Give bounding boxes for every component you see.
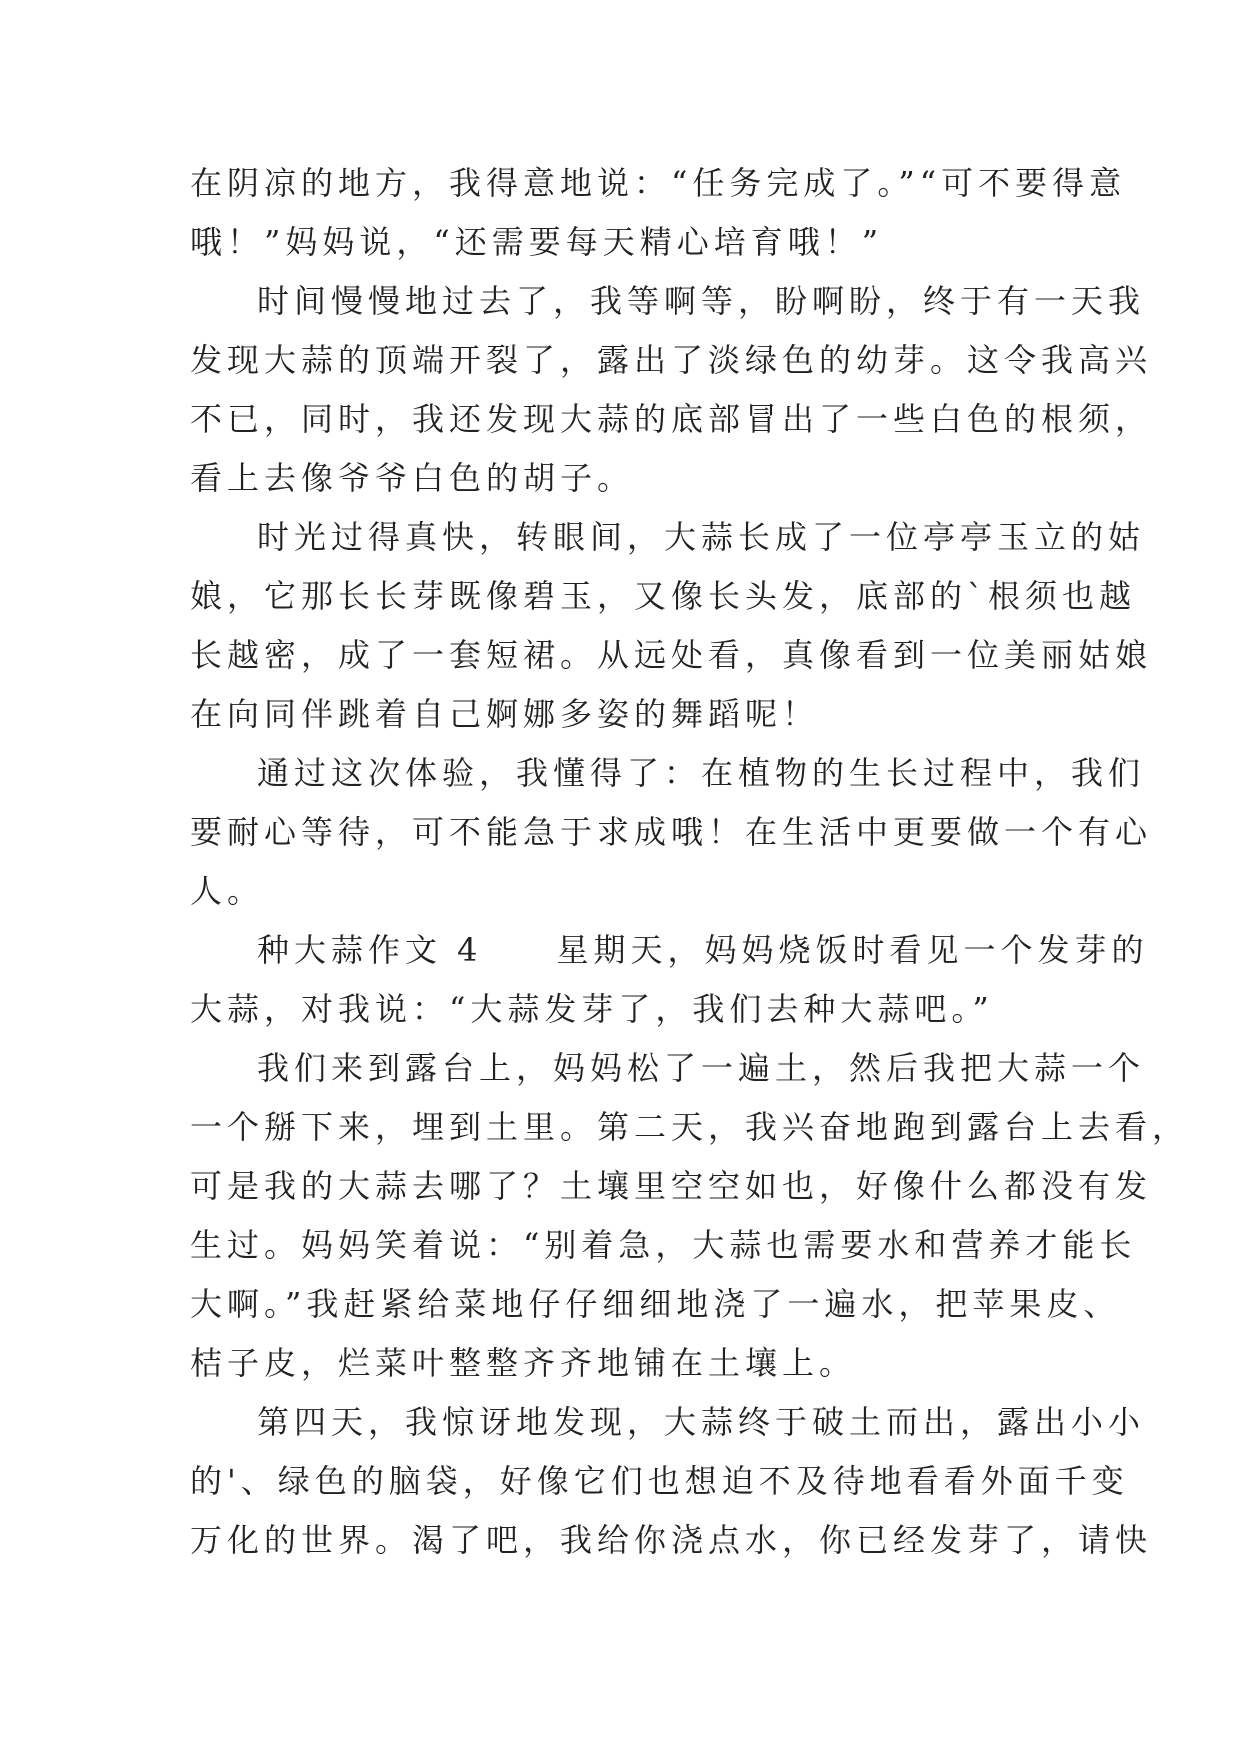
text-line: 不已，同时，我还发现大蒜的底部冒出了一些白色的根须，	[190, 400, 1153, 438]
text-line: 桔子皮，烂菜叶整整齐齐地铺在土壤上。	[190, 1344, 857, 1382]
text-line: 生过。妈妈笑着说：“别着急，大蒜也需要水和营养才能长	[190, 1226, 1137, 1264]
text-line: 大啊。”我赶紧给菜地仔仔细细地浇了一遍水，把苹果皮、	[190, 1285, 1121, 1323]
essay-body	[190, 154, 1190, 1570]
text-line: 可是我的大蒜去哪了？土壤里空空如也，好像什么都没有发	[190, 1167, 1153, 1205]
text-line: 发现大蒜的顶端开裂了，露出了淡绿色的幼芽。这令我高兴	[190, 341, 1153, 379]
text-line: 人。	[190, 872, 265, 910]
text-line: 大蒜，对我说：“大蒜发芽了，我们去种大蒜吧。”	[190, 990, 994, 1028]
text-line: 娘，它那长长芽既像碧玉，又像长头发，底部的`根须也越	[190, 577, 1137, 615]
text-line: 的'、绿色的脑袋，好像它们也想迫不及待地看看外面千变	[190, 1462, 1129, 1500]
paragraph-start-line: 时光过得真快，转眼间，大蒜长成了一位亭亭玉立的姑	[257, 518, 1146, 556]
text-line: 在向同伴跳着自己婀娜多姿的舞蹈呢！	[190, 695, 820, 733]
text-line: 要耐心等待，可不能急于求成哦！在生活中更要做一个有心	[190, 813, 1153, 851]
text-line: 哦！”妈妈说，“还需要每天精心培育哦！”	[190, 223, 884, 261]
text-line: 看上去像爷爷白色的胡子。	[190, 459, 635, 497]
paragraph-start-line: 第四天，我惊讶地发现，大蒜终于破土而出，露出小小	[257, 1403, 1146, 1441]
paragraph-start-line: 我们来到露台上，妈妈松了一遍土，然后我把大蒜一个	[257, 1049, 1146, 1087]
section-heading-line: 种大蒜作文 4 星期天，妈妈烧饭时看见一个发芽的	[257, 931, 1149, 969]
text-line: 在阴凉的地方，我得意地说：“任务完成了。”“可不要得意	[190, 164, 1127, 202]
text-line: 长越密，成了一套短裙。从远处看，真像看到一位美丽姑娘	[190, 636, 1153, 674]
paragraph-start-line: 时间慢慢地过去了，我等啊等，盼啊盼，终于有一天我	[257, 282, 1146, 320]
text-line: 万化的世界。渴了吧，我给你浇点水，你已经发芽了，请快	[190, 1521, 1153, 1559]
paragraph-start-line: 通过这次体验，我懂得了：在植物的生长过程中，我们	[257, 754, 1146, 792]
text-line: 一个掰下来，埋到土里。第二天，我兴奋地跑到露台上去看，	[190, 1108, 1190, 1146]
